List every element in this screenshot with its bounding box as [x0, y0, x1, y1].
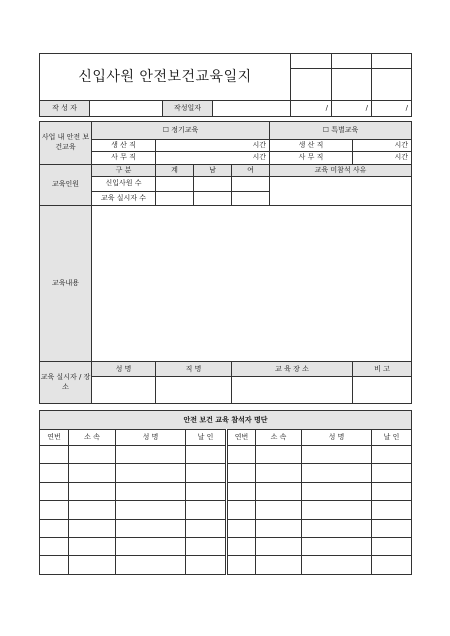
attendee-cell[interactable]: [116, 482, 186, 500]
instructor-position-header: 직 명: [156, 362, 232, 377]
attendee-list: [39, 410, 412, 575]
female-header: 여: [232, 164, 270, 176]
attendee-cell[interactable]: [116, 519, 186, 537]
attendee-cell[interactable]: [227, 482, 256, 500]
attendee-cell[interactable]: [69, 482, 116, 500]
attendee-cell[interactable]: [186, 482, 227, 500]
seal-header-right: 날 인: [372, 430, 412, 445]
attendee-cell[interactable]: [69, 519, 116, 537]
attendee-cell[interactable]: [372, 538, 412, 556]
table-row: [40, 464, 412, 482]
instructor-position-field[interactable]: [156, 376, 232, 403]
trained-female[interactable]: [232, 191, 270, 206]
attendee-cell[interactable]: [256, 556, 302, 575]
attendee-cell[interactable]: [302, 482, 372, 500]
special-production-hours[interactable]: 시간: [353, 139, 412, 151]
attendee-cell[interactable]: [302, 519, 372, 537]
attendee-cell[interactable]: [40, 445, 69, 463]
approval-sign-3[interactable]: [372, 69, 412, 101]
dept-header-left: 소 속: [69, 430, 116, 445]
attendee-cell[interactable]: [186, 445, 227, 463]
attendee-cell[interactable]: [256, 519, 302, 537]
attendee-cell[interactable]: [40, 464, 69, 482]
regular-production-label: 생 산 직: [92, 139, 156, 151]
content-field[interactable]: [92, 206, 412, 362]
division-header: 구 분: [92, 164, 156, 176]
absence-reason-field[interactable]: [270, 177, 412, 206]
attendee-cell[interactable]: [69, 445, 116, 463]
new-employees-male[interactable]: [194, 177, 232, 192]
attendee-cell[interactable]: [186, 538, 227, 556]
attendee-cell[interactable]: [302, 464, 372, 482]
attendee-cell[interactable]: [40, 556, 69, 575]
approval-header-1: [291, 54, 332, 69]
attendee-cell[interactable]: [227, 538, 256, 556]
author-label: 작 성 자: [40, 101, 90, 117]
approval-header-2: [332, 54, 372, 69]
approval-header-3: [372, 54, 412, 69]
attendee-cell[interactable]: [256, 501, 302, 519]
attendee-cell[interactable]: [372, 464, 412, 482]
special-office-hours[interactable]: 시간: [353, 152, 412, 164]
date-month-sep: /: [332, 101, 372, 117]
name-header-right: 성 명: [302, 430, 372, 445]
attendee-cell[interactable]: [116, 445, 186, 463]
absence-reason-header: 교육 미참석 사유: [270, 164, 412, 176]
attendee-cell[interactable]: [372, 445, 412, 463]
attendee-cell[interactable]: [256, 445, 302, 463]
attendee-cell[interactable]: [40, 501, 69, 519]
attendee-cell[interactable]: [40, 482, 69, 500]
attendee-cell[interactable]: [116, 501, 186, 519]
content-label: 교육내용: [40, 206, 92, 362]
category-label: 사업 내 안전 보건교육: [40, 122, 92, 165]
attendee-cell[interactable]: [372, 556, 412, 575]
attendee-list-title: 안전 보건 교육 참석자 명단: [40, 411, 412, 430]
attendee-cell[interactable]: [186, 464, 227, 482]
table-row: [40, 538, 412, 556]
attendee-cell[interactable]: [227, 519, 256, 537]
new-employees-label: 신입사원 수: [92, 177, 156, 192]
attendee-cell[interactable]: [256, 482, 302, 500]
new-employees-female[interactable]: [232, 177, 270, 192]
title-block: [39, 53, 412, 117]
attendee-cell[interactable]: [40, 519, 69, 537]
name-header-left: 성 명: [116, 430, 186, 445]
special-office-label: 사 무 직: [270, 152, 353, 164]
table-row: [40, 482, 412, 500]
attendee-cell[interactable]: [69, 538, 116, 556]
date-label: 작성일자: [163, 101, 213, 117]
special-edu-checkbox[interactable]: ☐ 특별교육: [270, 122, 412, 140]
dept-header-right: 소 속: [256, 430, 302, 445]
attendee-cell[interactable]: [69, 501, 116, 519]
date-year-sep: /: [291, 101, 332, 117]
attendee-cell[interactable]: [69, 464, 116, 482]
attendee-cell[interactable]: [227, 501, 256, 519]
attendee-cell[interactable]: [256, 538, 302, 556]
form-title: 신입사원 안전보건교육일지: [40, 54, 291, 101]
attendee-cell[interactable]: [302, 501, 372, 519]
special-production-label: 생 산 직: [270, 139, 353, 151]
trained-male[interactable]: [194, 191, 232, 206]
regular-edu-checkbox[interactable]: ☐ 정기교육: [92, 122, 270, 140]
remarks-field[interactable]: [353, 376, 412, 403]
seal-header-left: 날 인: [186, 430, 227, 445]
place-header: 교 육 장 소: [232, 362, 353, 377]
attendee-cell[interactable]: [116, 538, 186, 556]
place-field[interactable]: [232, 376, 353, 403]
attendee-cell[interactable]: [372, 501, 412, 519]
education-info-block: [39, 121, 412, 404]
attendee-cell[interactable]: [186, 556, 227, 575]
total-header: 계: [156, 164, 194, 176]
table-row: [40, 445, 412, 463]
attendee-cell[interactable]: [372, 519, 412, 537]
attendee-cell[interactable]: [227, 445, 256, 463]
date-field[interactable]: [213, 101, 291, 117]
attendee-cell[interactable]: [186, 519, 227, 537]
attendee-cell[interactable]: [372, 482, 412, 500]
seq-header-left: 연번: [40, 430, 69, 445]
regular-office-hours[interactable]: 시간: [156, 152, 270, 164]
attendee-cell[interactable]: [302, 556, 372, 575]
regular-production-hours[interactable]: 시간: [156, 139, 270, 151]
instructor-name-header: 성 명: [92, 362, 156, 377]
headcount-label: 교육인원: [40, 164, 92, 206]
attendee-cell[interactable]: [302, 445, 372, 463]
attendee-cell[interactable]: [186, 501, 227, 519]
trained-total[interactable]: [156, 191, 194, 206]
attendee-cell[interactable]: [116, 464, 186, 482]
attendee-cell[interactable]: [302, 538, 372, 556]
attendee-cell[interactable]: [227, 464, 256, 482]
table-row: [40, 501, 412, 519]
attendee-cell[interactable]: [256, 464, 302, 482]
approval-sign-2[interactable]: [332, 69, 372, 101]
table-row: [40, 556, 412, 575]
attendee-cell[interactable]: [40, 538, 69, 556]
regular-office-label: 사 무 직: [92, 152, 156, 164]
approval-sign-1[interactable]: [291, 69, 332, 101]
remarks-header: 비 고: [353, 362, 412, 377]
male-header: 남: [194, 164, 232, 176]
instructor-name-field[interactable]: [92, 376, 156, 403]
seq-header-right: 연번: [227, 430, 256, 445]
author-field[interactable]: [90, 101, 163, 117]
instructor-label: 교육 실시자 / 장소: [40, 362, 92, 404]
attendee-cell[interactable]: [69, 556, 116, 575]
attendee-cell[interactable]: [116, 556, 186, 575]
table-row: [40, 519, 412, 537]
trained-count-label: 교육 실시자 수: [92, 191, 156, 206]
date-day-sep: /: [372, 101, 412, 117]
attendee-cell[interactable]: [227, 556, 256, 575]
new-employees-total[interactable]: [156, 177, 194, 192]
